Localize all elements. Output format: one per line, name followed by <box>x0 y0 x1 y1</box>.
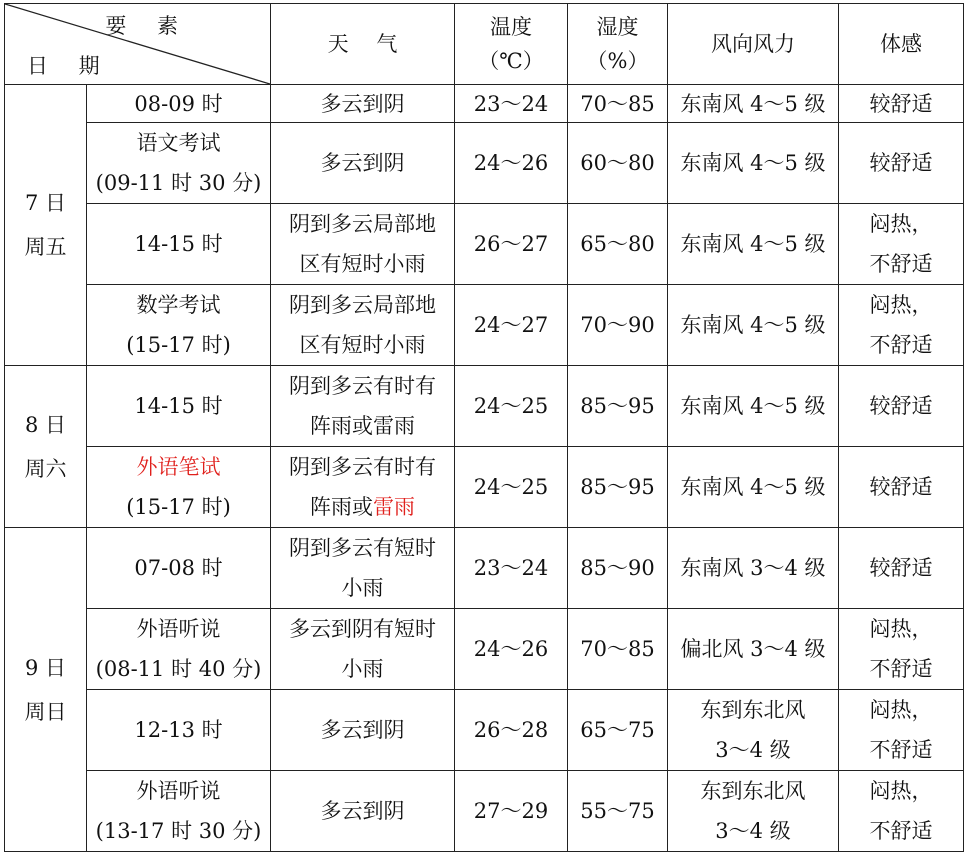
weather-cell: 阴到多云有时有 阵雨或雷雨 <box>271 447 455 528</box>
wind-cell: 东南风 4～5 级 <box>668 123 839 204</box>
weather-cell: 多云到阴有短时 小雨 <box>271 609 455 690</box>
weather-cell: 阴到多云有短时 小雨 <box>271 528 455 609</box>
temperature-cell: 23～24 <box>455 528 568 609</box>
humidity-cell: 70～85 <box>568 609 668 690</box>
period-cell: 语文考试 (09-11 时 30 分) <box>87 123 271 204</box>
wind-cell: 东南风 4～5 级 <box>668 285 839 366</box>
temperature-cell: 23～24 <box>455 85 568 123</box>
table-row <box>5 204 964 285</box>
weather-cell: 阴到多云局部地 区有短时小雨 <box>271 285 455 366</box>
table-row <box>5 771 964 852</box>
period-cell: 07-08 时 <box>87 528 271 609</box>
table-row <box>5 123 964 204</box>
period-cell: 14-15 时 <box>87 366 271 447</box>
header-humidity: 湿度 （%） <box>568 4 668 85</box>
wind-cell: 偏北风 3～4 级 <box>668 609 839 690</box>
humidity-cell: 65～80 <box>568 204 668 285</box>
table-row <box>5 447 964 528</box>
feel-cell: 较舒适 <box>839 447 964 528</box>
date-cell: 8 日 周六 <box>5 366 87 528</box>
wind-cell: 东南风 4～5 级 <box>668 85 839 123</box>
period-cell: 外语听说 (13-17 时 30 分) <box>87 771 271 852</box>
temperature-cell: 24～27 <box>455 285 568 366</box>
weather-cell: 阴到多云有时有 阵雨或雷雨 <box>271 366 455 447</box>
temperature-cell: 24～26 <box>455 609 568 690</box>
wind-cell: 东到东北风 3～4 级 <box>668 690 839 771</box>
highlight-exam-label: 外语笔试 <box>136 455 221 479</box>
weather-cell: 阴到多云局部地 区有短时小雨 <box>271 204 455 285</box>
feel-cell: 闷热， 不舒适 <box>839 285 964 366</box>
wind-cell: 东南风 4～5 级 <box>668 366 839 447</box>
humidity-cell: 85～95 <box>568 447 668 528</box>
humidity-cell: 85～90 <box>568 528 668 609</box>
feel-cell: 较舒适 <box>839 366 964 447</box>
weather-cell: 多云到阴 <box>271 771 455 852</box>
feel-cell: 闷热， 不舒适 <box>839 771 964 852</box>
period-cell: 14-15 时 <box>87 204 271 285</box>
exam-weather-table <box>4 3 964 852</box>
feel-cell: 闷热， 不舒适 <box>839 609 964 690</box>
period-cell: 数学考试 (15-17 时) <box>87 285 271 366</box>
humidity-cell: 70～85 <box>568 85 668 123</box>
feel-cell: 较舒适 <box>839 123 964 204</box>
table-row <box>5 690 964 771</box>
period-cell: 外语笔试 (15-17 时) <box>87 447 271 528</box>
table-row <box>5 528 964 609</box>
wind-cell: 东到东北风 3～4 级 <box>668 771 839 852</box>
temperature-cell: 26～27 <box>455 204 568 285</box>
date-cell: 7 日 周五 <box>5 85 87 366</box>
corner-top-label: 要 素 <box>105 14 190 38</box>
humidity-cell: 60～80 <box>568 123 668 204</box>
wind-cell: 东南风 3～4 级 <box>668 528 839 609</box>
humidity-cell: 70～90 <box>568 285 668 366</box>
weather-cell: 多云到阴 <box>271 123 455 204</box>
weather-cell: 多云到阴 <box>271 690 455 771</box>
period-cell: 08-09 时 <box>87 85 271 123</box>
highlight-thunder-text: 雷雨 <box>373 495 415 519</box>
temperature-cell: 24～25 <box>455 366 568 447</box>
temperature-cell: 24～25 <box>455 447 568 528</box>
header-weather: 天 气 <box>271 4 455 85</box>
humidity-cell: 85～95 <box>568 366 668 447</box>
header-row <box>5 4 964 85</box>
temperature-cell: 24～26 <box>455 123 568 204</box>
temperature-cell: 27～29 <box>455 771 568 852</box>
table-row <box>5 366 964 447</box>
weather-cell: 多云到阴 <box>271 85 455 123</box>
feel-cell: 较舒适 <box>839 85 964 123</box>
temperature-cell: 26～28 <box>455 690 568 771</box>
header-feel: 体感 <box>839 4 964 85</box>
corner-header-cell <box>5 4 271 85</box>
feel-cell: 闷热， 不舒适 <box>839 204 964 285</box>
feel-cell: 较舒适 <box>839 528 964 609</box>
table-row <box>5 85 964 123</box>
humidity-cell: 65～75 <box>568 690 668 771</box>
wind-cell: 东南风 4～5 级 <box>668 447 839 528</box>
header-temperature: 温度 （℃） <box>455 4 568 85</box>
table-row <box>5 609 964 690</box>
date-cell: 9 日 周日 <box>5 528 87 852</box>
header-wind: 风向风力 <box>668 4 839 85</box>
wind-cell: 东南风 4～5 级 <box>668 204 839 285</box>
humidity-cell: 55～75 <box>568 771 668 852</box>
corner-bottom-label: 日 期 <box>27 54 112 78</box>
table-row <box>5 285 964 366</box>
feel-cell: 闷热， 不舒适 <box>839 690 964 771</box>
period-cell: 外语听说 (08-11 时 40 分) <box>87 609 271 690</box>
period-cell: 12-13 时 <box>87 690 271 771</box>
